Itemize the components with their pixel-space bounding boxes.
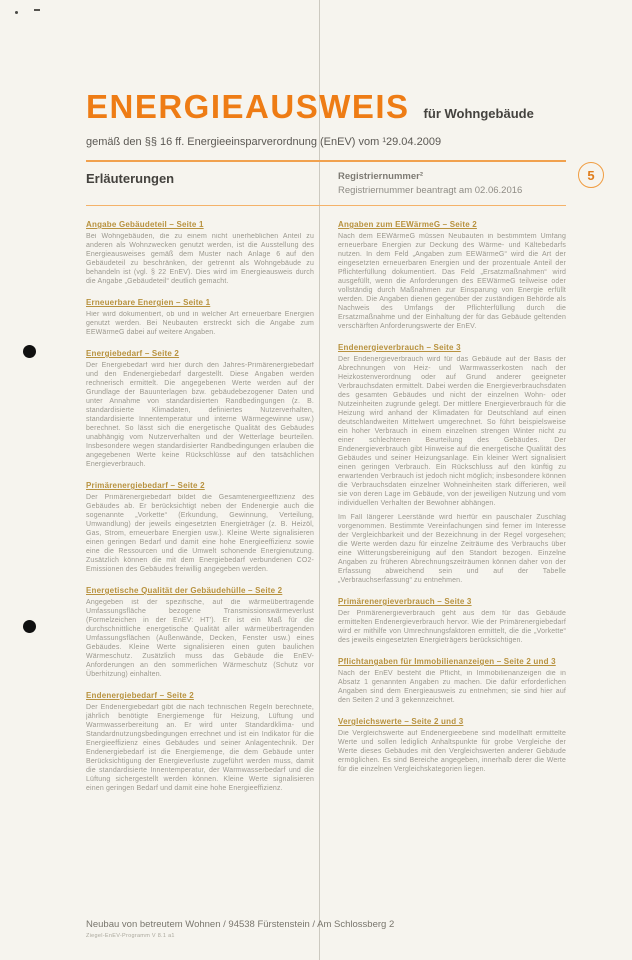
- block-title: Pflichtangaben für Immobilienanzeigen – Seite 2 und 3: [338, 657, 556, 666]
- text-block: [338, 717, 566, 774]
- punch-hole-bottom: [23, 620, 36, 633]
- footer-program-version: Ziegel-EnEV-Programm V 8.1 a1: [86, 933, 175, 939]
- block-title: Endenergiebedarf – Seite 2: [86, 691, 194, 700]
- block-body: Die Vergleichswerte auf Endenergieebene sind modellhaft ermittelte Werte und sollen lediglich Anhaltspunkte für grobe Vergleiche der Werte dieses Gebäudes mit den Vergleichswerten anderer Gebäude ermöglichen. Es sind Bereiche angegeben, innerhalb derer die Werte für die einzelnen Vergleichskategorien liegen.: [338, 730, 566, 773]
- text-block: [86, 481, 314, 574]
- document-title: ENERGIEAUSWEIS: [86, 88, 410, 125]
- block-title: Angabe Gebäudeteil – Seite 1: [86, 220, 204, 229]
- footer-address: Neubau von betreutem Wohnen / 94538 Fürstenstein / Am Schlossberg 2: [86, 919, 395, 930]
- block-title: Vergleichswerte – Seite 2 und 3: [338, 717, 464, 726]
- text-block: [86, 691, 314, 793]
- page-footer: [86, 919, 394, 939]
- orange-rule-top: [86, 160, 566, 162]
- registration-date: Registriernummer beantragt am 02.06.2016: [338, 185, 523, 196]
- page-number: 5: [587, 167, 595, 183]
- block-body: Angegeben ist der spezifische, auf die wärmeübertragende Umfassungsfläche bezogene Transmissionswärmeverlust (Formelzeichen in der EnEV: HT'). Er ist ein Maß für die durchschnittliche energetische Qualität aller wärmeübertragenden Umfassungsflächen (Außenwände, Decken, Fenster usw.) eines Gebäudes. Kleine Werte signalisieren einen guten baulichen Wärmeschutz. Zusätzlich muss das Gebäude die EnEV-Anforderungen an den sommerlichen Wärmeschutz (Schutz vor Überhitzung) einhalten.: [86, 599, 314, 678]
- document-subtitle: gemäß den §§ 16 ff. Energieeinsparverordnung (EnEV) vom ¹29.04.2009: [86, 136, 442, 148]
- block-body: Der Endenergiebedarf gibt die nach technischen Regeln berechnete, jährlich benötigte Energiemenge für Heizung, Lüftung und Warmwasserbereitung an. Er wird unter Standardklima- und Standardnutzungsbedingungen errechnet und ist ein Indikator für die Energieeffizienz eines Gebäudes und seiner Anlagentechnik. Der Endenergiebedarf ist die Energiemenge, die dem Gebäude unter Berücksichtigung der Energieverluste zugeführt werden muss, damit die standardisierte Innentemperatur, der Warmwasserbedarf und die Lüftung sichergestellt werden können. Kleine Werte signalisieren einen geringen Bedarf und damit eine hohe Energieeffizienz.: [86, 704, 314, 792]
- body-columns: [86, 220, 566, 894]
- scan-mark-dash: [34, 9, 40, 11]
- block-body: Der Endenergieverbrauch wird für das Gebäude auf der Basis der Abrechnungen von Heiz- und Warmwasserkosten nach der Heizkostenverordnung oder auf Grund anderer geeigneter Verbrauchsdaten ermittelt. Dabei werden die Energieverbrauchsdaten des gesamten Gebäudes und nicht der einzelnen Wohn- oder Nutzeinheiten zugrunde gelegt. Der mittlere Energieverbrauch für die Heizung wird anhand der Klimadaten für Deutschland auf einen deutschlandweiten Mittelwert umgerechnet. So führt beispielsweise ein hoher Verbrauch in einem einzelnen strengen Winter nicht zu einer schlechteren Beurteilung des Gebäudes. Der Endenergieverbrauch gibt Hinweise auf die energetische Qualität des Gebäudes und seiner Heizungsanlage. Ein kleiner Wert signalisiert einen geringen Verbrauch. Ein Rückschluss auf den künftig zu erwartenden Verbrauch ist jedoch nicht möglich; insbesondere können die Verbrauchsdaten einzelner Wohneinheiten stark differieren, weil sie von deren Lage im Gebäude, von der jeweiligen Nutzung und vom individuellen Verhalten der Bewohner abhängen.: [338, 356, 566, 507]
- block-body: Bei Wohngebäuden, die zu einem nicht unerheblichen Anteil zu anderen als Wohnzwecken genutzt werden, ist die Ausstellung des Energieausweises gemäß dem Muster nach Anlage 6 auf den Gebäudeteil zu beschränken, der getrennt als Wohngebäude zu behandeln ist (vgl. § 22 EnEV). Dies wird im Energieausweis durch die Angabe „Gebäudeteil“ deutlich gemacht.: [86, 233, 314, 285]
- block-body: Hier wird dokumentiert, ob und in welcher Art erneuerbare Energien genutzt werden. Bei Neubauten erstreckt sich die Angabe zum EEWärmeG dabei auf weitere Angaben.: [86, 311, 314, 336]
- block-title: Angaben zum EEWärmeG – Seite 2: [338, 220, 477, 229]
- punch-hole-top: [23, 345, 36, 358]
- registration-label: Registriernummer²: [338, 171, 423, 182]
- block-body: Der Primärenergieverbrauch geht aus dem für das Gebäude ermittelten Endenergieverbrauch hervor. Wie der Primärenergiebedarf wird er mithilfe von Umrechnungsfaktoren ermittelt, die die „Vorkette“ des jeweils eingesetzten Energieträgers berücksichtigen.: [338, 610, 566, 644]
- text-block: [86, 586, 314, 679]
- page-number-badge: [578, 162, 604, 188]
- block-title: Primärenergieverbrauch – Seite 3: [338, 597, 472, 606]
- block-body: Der Primärenergiebedarf bildet die Gesamtenergieeffizienz des Gebäudes ab. Er berücksichtigt neben der Endenergie auch die sogenannte „Vorkette“ (Erkundung, Gewinnung, Verteilung, Umwandlung) der jeweils eingesetzten Energieträger (z. B. Heizöl, Gas, Strom, erneuerbare Energien usw.). Kleine Werte signalisieren einen geringen Bedarf und damit eine hohe Energieeffizienz sowie eine die Ressourcen und die Umwelt schonende Energienutzung. Zusätzlich können die mit dem Energiebedarf verbundenen CO2-Emissionen des Gebäudes freiwillig angegeben werden.: [86, 494, 314, 573]
- section-title: Erläuterungen: [86, 171, 175, 186]
- block-body: Nach dem EEWärmeG müssen Neubauten in bestimmtem Umfang erneuerbare Energien zur Deckung des Wärme- und Kältebedarfs nutzen. In dem Feld „Angaben zum EEWärmeG“ wird die Art der eingesetzten erneuerbaren Energien und der prozentuale Anteil der Pflichterfüllung dokumentiert. Das Feld „Ersatzmaßnahmen“ wird ausgefüllt, wenn die Anforderungen des EEWärmeG teilweise oder vollständig durch Maßnahmen zur Einsparung von Energie erfüllt werden. Die Angaben dienen gegenüber der zuständigen Behörde als Nachweis des Umfangs der Pflichterfüllung durch die Ersatzmaßnahme und der Einhaltung der für das Gebäude geltenden verschärften Anforderungswerte der EnEV.: [338, 233, 566, 330]
- text-block: [338, 597, 566, 645]
- registration-block: [338, 171, 522, 196]
- block-body: Der Energiebedarf wird hier durch den Jahres-Primärenergiebedarf und den Endenergiebedarf dargestellt. Diese Angaben werden rechnerisch ermittelt. Die angegebenen Werte werden auf der Grundlage der Bauunterlagen bzw. gebäudebezogener Daten und unter Annahme von standardisierten Randbedingungen (z. B. standardisierte Klimadaten, definiertes Nutzerverhalten, standardisierte Innentemperatur und interne Wärmegewinne usw.) berechnet. So lässt sich die energetische Qualität des Gebäudes unabhängig vom Nutzerverhalten und der Wetterlage beurteilen. Insbesondere wegen standardisierter Randbedingungen erlauben die angegebenen Werte keine Rückschlüsse auf den tatsächlichen Energieverbrauch.: [86, 362, 314, 468]
- column-right: [338, 220, 566, 894]
- column-left: [86, 220, 314, 894]
- orange-rule-second: [86, 205, 566, 206]
- document-title-suffix: für Wohngebäude: [423, 106, 534, 121]
- block-title: Energiebedarf – Seite 2: [86, 349, 180, 358]
- document-page: [86, 88, 566, 894]
- block-title: Endenergieverbrauch – Seite 3: [338, 343, 461, 352]
- block-title: Energetische Qualität der Gebäudehülle – Seite 2: [86, 586, 283, 595]
- block-body: Im Fall längerer Leerstände wird hierfür ein pauschaler Zuschlag vorgenommen. Bestimmte Vereinfachungen sind ferner im Interesse der Vergleichbarkeit und der Bezeichnung in der Regel vorgesehen; die Werte werden dazu für einzelne Zeiträume des Verbrauchs über eine Witterungsbereinigung auf den Standort bezogen. Einzelne Angaben zu früheren Abrechnungszeiträumen können daher von der Erfassung abweichend sein und auf der Tabelle „Verbrauchserfassung“ zu entnehmen.: [338, 514, 566, 584]
- text-block: [338, 657, 566, 705]
- text-block: [86, 298, 314, 337]
- block-title: Erneuerbare Energien – Seite 1: [86, 298, 211, 307]
- section-header-row: [86, 171, 566, 196]
- text-block: [86, 349, 314, 469]
- text-block: [338, 220, 566, 331]
- block-body: Nach der EnEV besteht die Pflicht, in Immobilienanzeigen die in Absatz 1 genannten Angaben zu machen. Die dafür erforderlichen Angaben sind dem Energieausweis zu entnehmen; sie sind hier auf den Seiten 2 und 3 gekennzeichnet.: [338, 670, 566, 704]
- document-header: [86, 88, 566, 126]
- text-block: [86, 220, 314, 286]
- scan-mark-dot: [15, 11, 18, 14]
- text-block: [338, 343, 566, 585]
- block-title: Primärenergiebedarf – Seite 2: [86, 481, 205, 490]
